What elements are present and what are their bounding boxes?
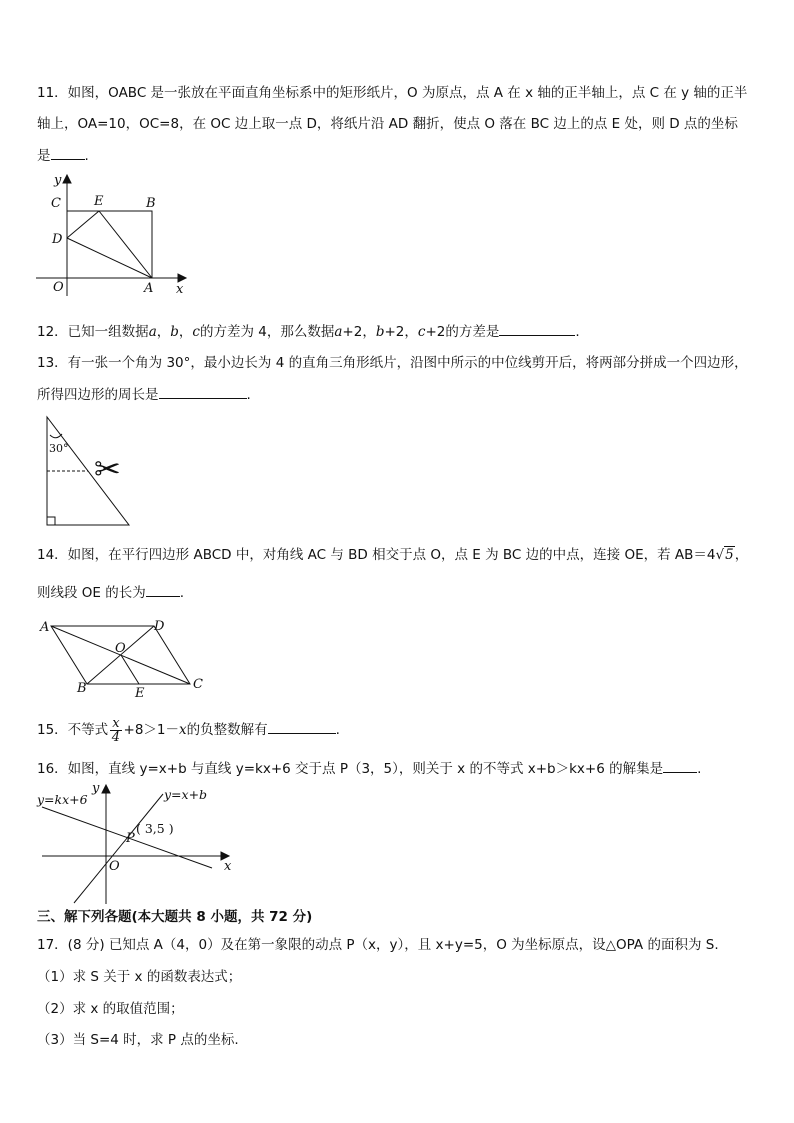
q12-var-a: a: [148, 324, 157, 340]
q15-fraction: [110, 717, 121, 744]
q12-text: 的方差是: [445, 324, 500, 340]
scissors-icon: ✂: [94, 450, 121, 488]
q14-label-a: A: [40, 620, 50, 635]
q17-part3: （3）当 S=4 时，求 P 点的坐标.: [37, 1032, 239, 1048]
q12-text: +2，: [384, 324, 418, 340]
q16-label-line1: y=kx+6: [37, 792, 88, 807]
q15-answer-blank[interactable]: [268, 720, 336, 734]
q15-numerator: x: [112, 715, 120, 731]
q12-var-c2: c: [417, 324, 426, 340]
q14-text: 则线段 OE 的长为: [37, 585, 146, 601]
q16-label-line2: y=x+b: [164, 787, 208, 802]
q15-text: 15．不等式: [37, 722, 109, 738]
q14-label-b: B: [77, 681, 87, 696]
q11-figure: [36, 172, 196, 298]
q11-label-y: y: [54, 173, 62, 188]
q14-radicand: 5: [725, 547, 734, 563]
q12-var-a2: a: [334, 324, 343, 340]
q15-text: 的负整数解有: [186, 722, 268, 738]
q11-line1: 11．如图，OABC 是一张放在平面直角坐标系中的矩形纸片，O 为原点，点 A 在 x 轴的正半轴上，点 C 在 y 轴的正半: [37, 85, 748, 101]
q13-line1: 13．有一张一个角为 30°，最小边长为 4 的直角三角形纸片，沿图中所示的中位线剪开后，将两部分拼成一个四边形，: [37, 355, 748, 371]
q16-label-x: x: [224, 859, 232, 874]
q11-text-end: .: [84, 148, 89, 164]
q12-text: +2: [425, 324, 446, 340]
q14-text-end: .: [179, 585, 185, 601]
q14-label-e: E: [135, 686, 145, 701]
q13-answer-blank[interactable]: [159, 385, 247, 399]
q16-figure: [36, 780, 241, 908]
q15-denominator: 4: [111, 729, 120, 745]
q11-line3: [37, 146, 89, 165]
q11-label-a: A: [144, 281, 154, 296]
q12-sep: ，: [178, 324, 193, 340]
q12-var-c: c: [192, 324, 200, 340]
q12-var-b2: b: [375, 324, 385, 340]
q17-stem: 17．(8 分) 已知点 A（4，0）及在第一象限的动点 P（x，y），且 x+y=5，O 为坐标原点，设△OPA 的面积为 S.: [37, 937, 719, 953]
q16-label-o: O: [109, 859, 120, 874]
q11-text: 是: [37, 148, 51, 164]
q15-line: [37, 713, 340, 747]
q11-label-d: D: [52, 232, 63, 247]
q12-text-end: .: [575, 324, 580, 340]
q11-label-o: O: [53, 280, 64, 295]
q16-label-p: P: [126, 831, 135, 846]
q15-text-end: .: [335, 722, 340, 738]
q11-label-x: x: [176, 282, 184, 297]
q13-text-end: .: [246, 387, 251, 403]
q17-part2: （2）求 x 的取值范围；: [37, 1001, 184, 1017]
q11-line2: 轴上，OA=10，OC=8，在 OC 边上取一点 D，将纸片沿 AD 翻折，使点 O 落在 BC 边上的点 E 处，则 D 点的坐标: [37, 116, 738, 132]
q12-answer-blank[interactable]: [499, 322, 575, 336]
q12-text: +2，: [342, 324, 376, 340]
q11-label-e: E: [94, 194, 104, 209]
q12-sep: ，: [156, 324, 171, 340]
q14-line1: [37, 546, 748, 564]
q12-text: 12．已知一组数据: [37, 324, 149, 340]
q14-text: ，: [734, 547, 749, 563]
q12-text: 的方差为 4，那么数据: [199, 324, 335, 340]
q11-answer-blank[interactable]: [51, 146, 85, 160]
q14-figure: [38, 614, 218, 704]
q15-var-x: x: [179, 722, 187, 738]
q15-text: +8＞1－: [123, 722, 180, 738]
section-title: 三、解下列各题(本大题共 8 小题，共 72 分): [37, 909, 313, 925]
q13-line2: [37, 385, 251, 404]
q14-line2: [37, 583, 184, 602]
q16-label-y: y: [92, 781, 100, 796]
q12-var-b: b: [170, 324, 179, 340]
q16-text-end: .: [697, 761, 702, 777]
q11-label-c: C: [51, 196, 61, 211]
q14-label-c: C: [193, 677, 203, 692]
q14-text: 14．如图，在平行四边形 ABCD 中，对角线 AC 与 BD 相交于点 O，点 E 为 BC 边的中点，连接 OE，若 AB＝4: [37, 547, 716, 563]
q16-line: [37, 759, 701, 778]
q17-part1: （1）求 S 关于 x 的函数表达式；: [37, 969, 242, 985]
sqrt-symbol: √5: [715, 547, 734, 563]
q11-label-b: B: [146, 196, 156, 211]
q13-figure: [40, 414, 160, 530]
q14-answer-blank[interactable]: [146, 583, 180, 597]
q16-label-p-coord: ( 3,5 ): [136, 821, 174, 836]
q14-label-o: O: [115, 641, 126, 656]
q13-angle-label: 30°: [49, 442, 69, 455]
q14-label-d: D: [154, 619, 165, 634]
q13-text: 所得四边形的周长是: [37, 387, 159, 403]
q16-answer-blank[interactable]: [663, 759, 697, 773]
q12-line: [37, 322, 580, 341]
q16-text: 16．如图，直线 y=x+b 与直线 y=kx+6 交于点 P（3，5），则关于 x 的不等式 x+b＞kx+6 的解集是: [37, 761, 664, 777]
